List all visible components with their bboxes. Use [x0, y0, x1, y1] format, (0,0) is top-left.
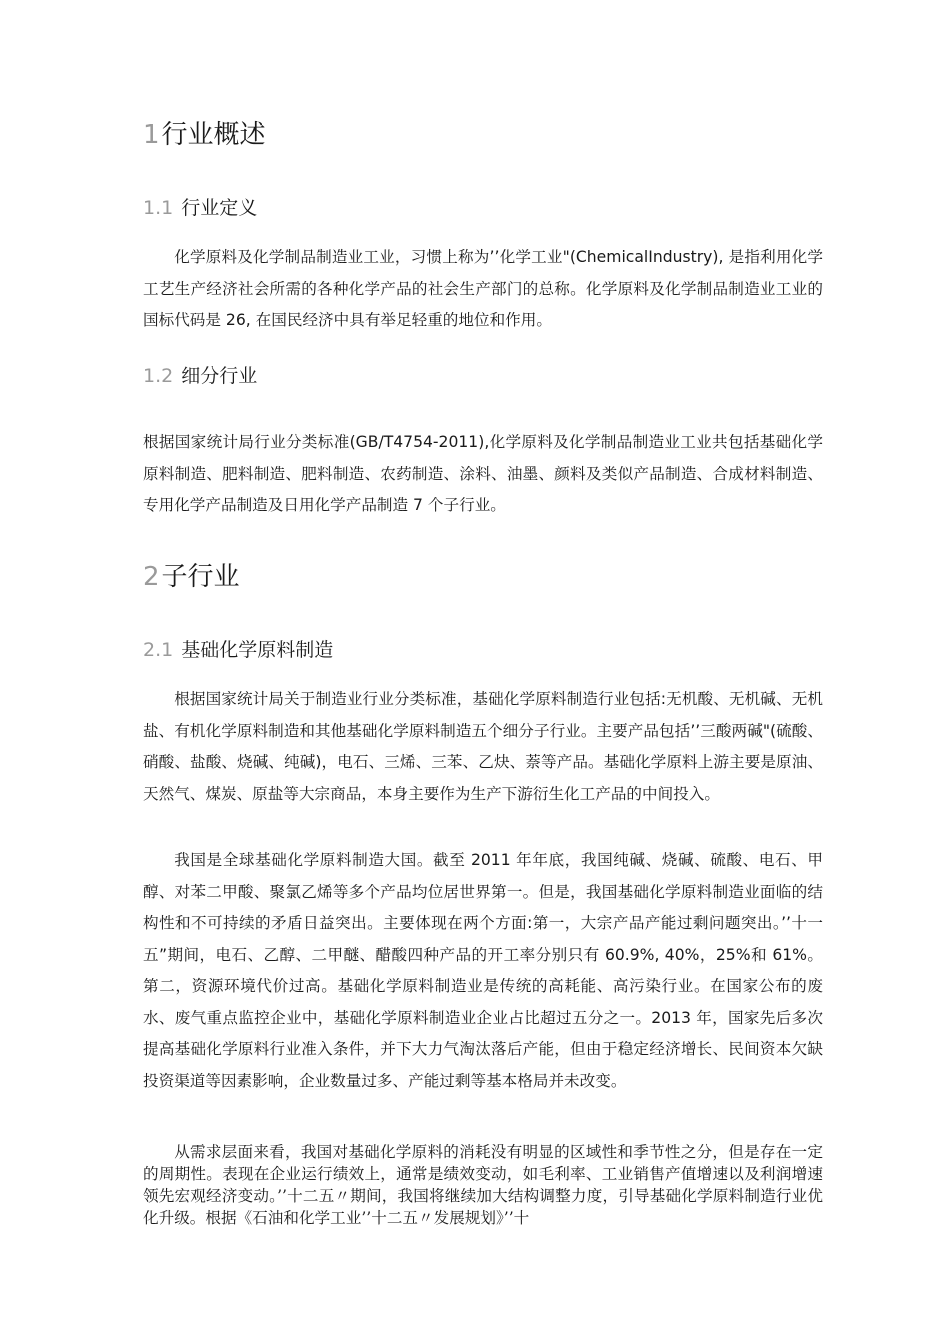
section-heading-2: 2子行业 [143, 562, 240, 592]
paragraph-industry-definition: 化学原料及化学制品制造业工业，习惯上称为’’化学工业"(ChemicalIndustry), 是指利用化学工艺生产经济社会所需的各种化学产品的社会生产部门的总称。化学原料及化学制品制造业工业的国标代码是 26, 在国民经济中具有举足轻重的地位和作用。 [143, 248, 823, 329]
section-heading-1: 1行业概述 [143, 120, 266, 150]
subsection-heading-1-1: 1.1 行业定义 [143, 197, 258, 219]
paragraph-basic-chemicals-overcapacity: 我国是全球基础化学原料制造大国。截至 2011 年年底，我国纯碱、烧碱、硫酸、电石、甲醇、对苯二甲酸、聚氯乙烯等多个产品均位居世界第一。但是，我国基础化学原料制造业面临的结构性和不可持续的矛盾日益突出。主要体现在两个方面:第一，大宗产品产能过剩问题突出。’’十一五”期间，电石、乙醇、二甲醚、醋酸四种产品的开工率分别只有 60.9%, 40%，25%和 61%。第二，资源环境代价过高。基础化学原料制造业是传统的高耗能、高污染行业。在国家公布的废水、废气重点监控企业中，基础化学原料制造业企业占比超过五分之一。2013 年，国家先后多次提高基础化学原料行业准入条件，并下大力气淘汰落后产能，但由于稳定经济增长、民间资本欠缺投资渠道等因素影响，企业数量过多、产能过剩等基本格局并未改变。 [143, 851, 823, 1090]
subsection-heading-1-2: 1.2 细分行业 [143, 365, 258, 387]
subsection-heading-2-1: 2.1 基础化学原料制造 [143, 639, 334, 661]
paragraph-basic-chemicals-demand: 从需求层面来看，我国对基础化学原料的消耗没有明显的区域性和季节性之分，但是存在一定的周期性。表现在企业运行绩效上，通常是绩效变动，如毛利率、工业销售产值增速以及利润增速领先宏观经济变动。’’十二五〃期间，我国将继续加大结构调整力度，引导基础化学原料制造行业优化升级。根据《石油和化学工业’’十二五〃发展规划》’’十 [143, 1143, 823, 1227]
paragraph-basic-chemicals-scope: 根据国家统计局关于制造业行业分类标准，基础化学原料制造行业包括:无机酸、无机碱、无机盐、有机化学原料制造和其他基础化学原料制造五个细分子行业。主要产品包括’’三酸两碱"(硫酸、硝酸、盐酸、烧碱、纯碱)，电石、三烯、三苯、乙炔、萘等产品。基础化学原料上游主要是原油、天然气、煤炭、原盐等大宗商品，本身主要作为生产下游衍生化工产品的中间投入。 [143, 690, 823, 803]
paragraph-sub-industries: 根据国家统计局行业分类标准(GB/T4754-2011),化学原料及化学制品制造业工业共包括基础化学原料制造、肥料制造、肥料制造、农药制造、涂料、油墨、颜料及类似产品制造、合成材料制造、专用化学产品制造及日用化学产品制造 7 个子行业。 [143, 433, 823, 514]
